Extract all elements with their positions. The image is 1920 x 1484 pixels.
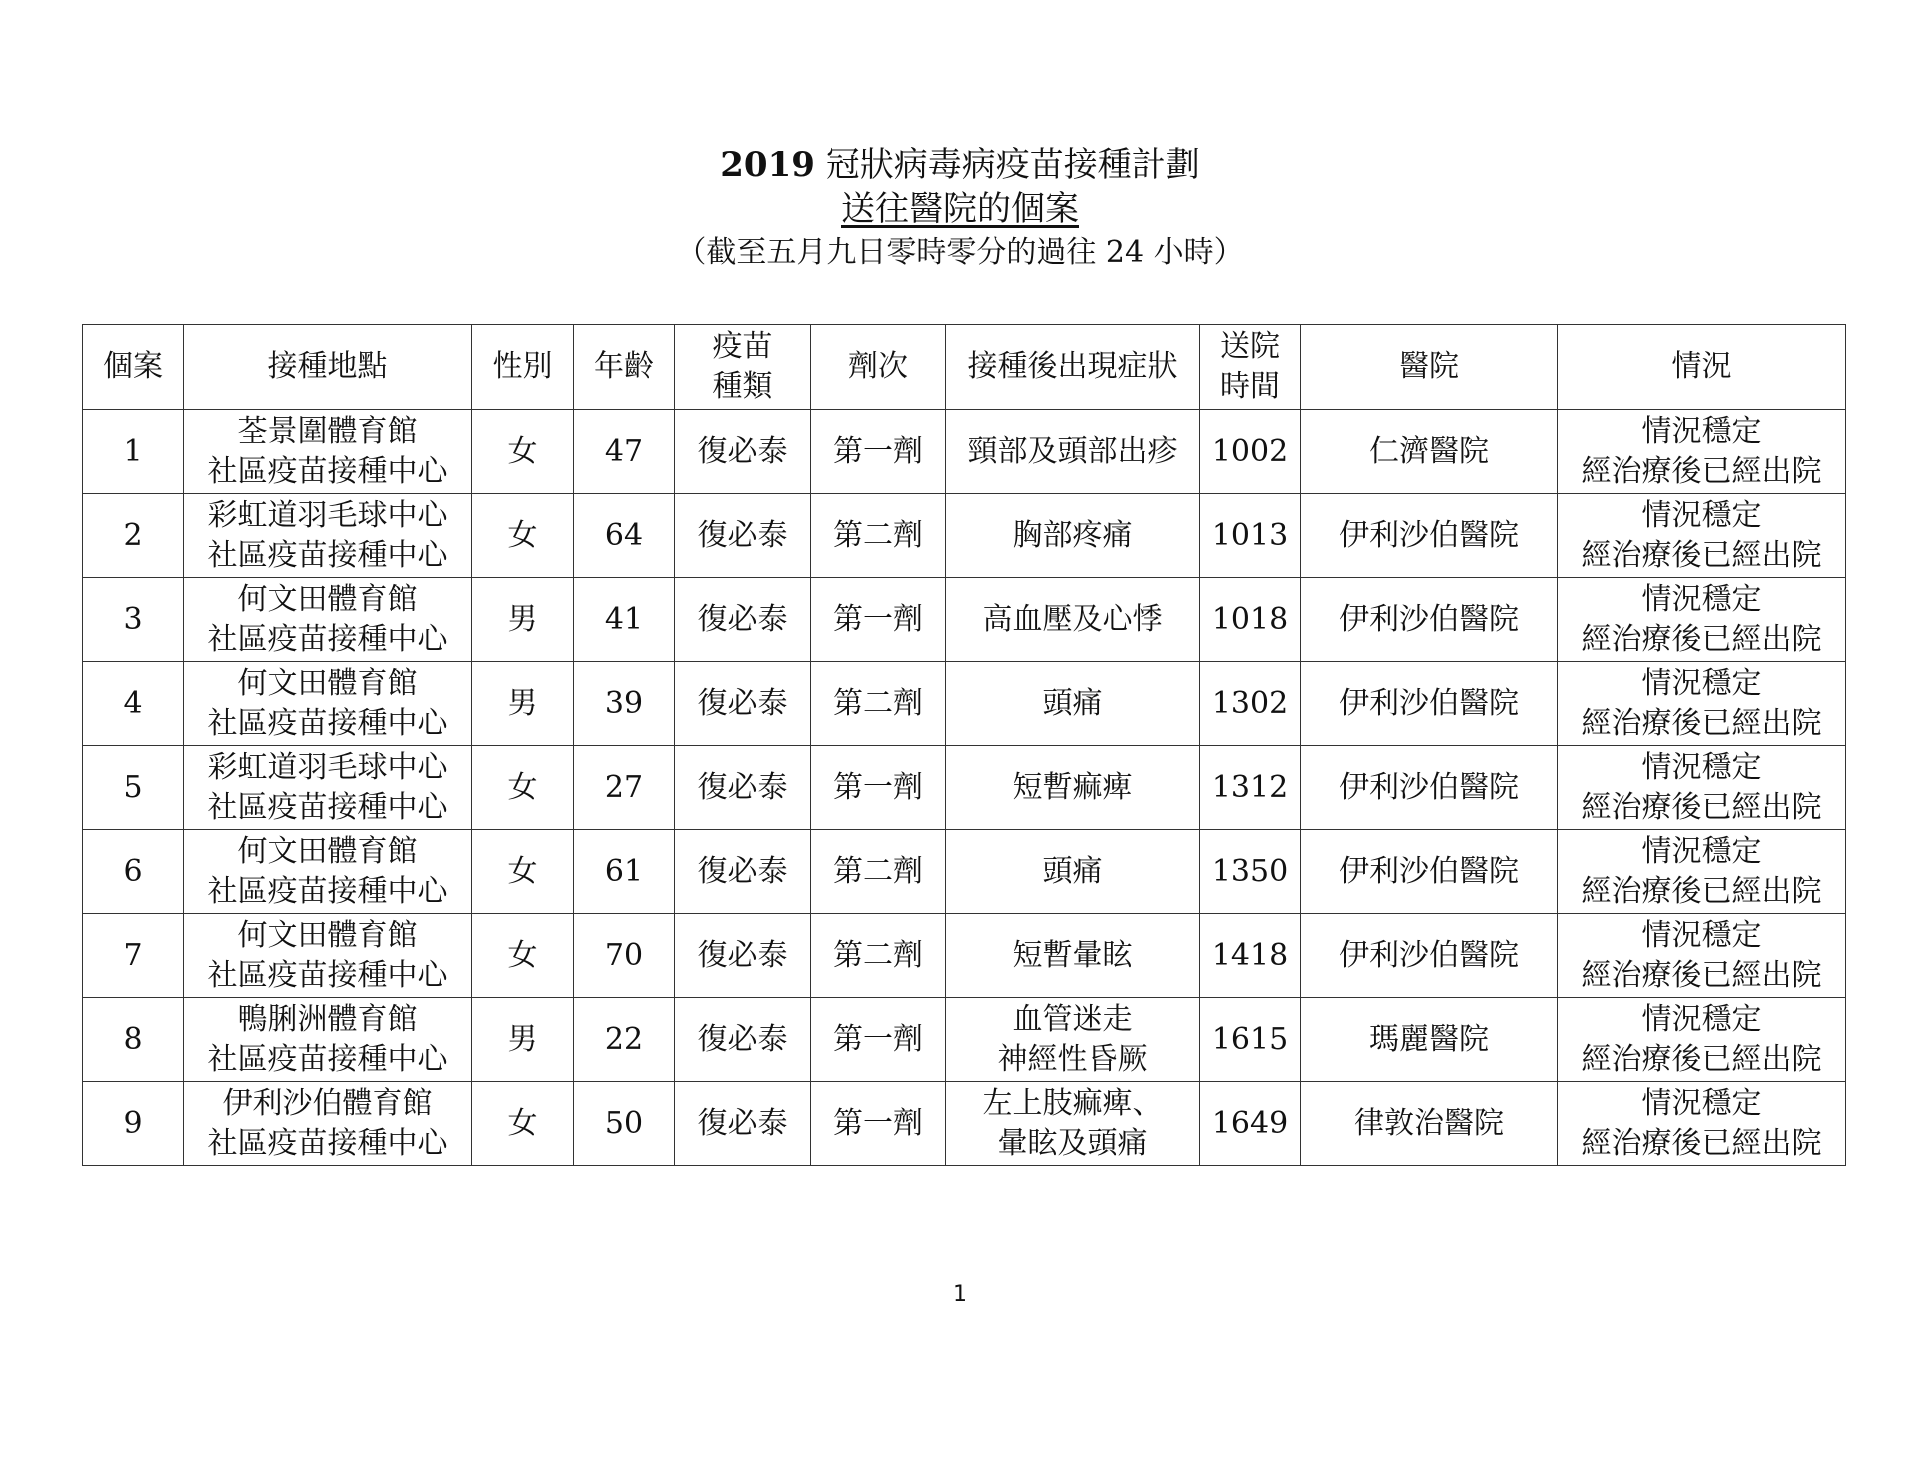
cell-location-line1: 何文田體育館 [237, 833, 418, 869]
cell-location-line2: 社區疫苗接種中心 [207, 1041, 448, 1077]
header-case: 個案 [83, 325, 184, 410]
cell-vaccine: 復必泰 [675, 410, 811, 494]
cell-time: 1350 [1200, 830, 1301, 914]
cell-sex: 女 [472, 494, 574, 578]
cell-age: 64 [574, 494, 675, 578]
header-location: 接種地點 [184, 325, 472, 410]
header-age: 年齡 [574, 325, 675, 410]
page-title [0, 143, 1920, 187]
cell-time: 1418 [1200, 914, 1301, 998]
cell-vaccine: 復必泰 [675, 662, 811, 746]
cell-status [1558, 494, 1846, 578]
cell-location [184, 662, 472, 746]
cell-case: 5 [83, 746, 184, 830]
cell-status-line2: 經治療後已經出院 [1581, 537, 1822, 573]
cell-location-line1: 彩虹道羽毛球中心 [207, 497, 448, 533]
cell-location-line2: 社區疫苗接種中心 [207, 1125, 448, 1161]
cell-age: 22 [574, 998, 675, 1082]
cell-location [184, 410, 472, 494]
cell-symptoms [946, 1082, 1200, 1166]
cell-symptoms-line1: 頭痛 [1042, 685, 1103, 721]
cell-status-line2: 經治療後已經出院 [1581, 1041, 1822, 1077]
table-row [83, 410, 1846, 494]
cell-age: 50 [574, 1082, 675, 1166]
cell-dose: 第一劑 [811, 578, 946, 662]
cell-location-line2: 社區疫苗接種中心 [207, 705, 448, 741]
cell-time: 1002 [1200, 410, 1301, 494]
cell-symptoms [946, 914, 1200, 998]
cell-vaccine: 復必泰 [675, 494, 811, 578]
header-time-line2: 時間 [1220, 369, 1280, 404]
cell-location-line2: 社區疫苗接種中心 [207, 453, 448, 489]
cell-location [184, 746, 472, 830]
cell-symptoms-line1: 頭痛 [1042, 853, 1103, 889]
cell-sex: 女 [472, 914, 574, 998]
table-row [83, 746, 1846, 830]
cell-location-line1: 鴨脷洲體育館 [237, 1001, 418, 1037]
cell-status-line1: 情況穩定 [1641, 1001, 1762, 1037]
cell-status [1558, 830, 1846, 914]
cell-vaccine: 復必泰 [675, 578, 811, 662]
cell-status [1558, 578, 1846, 662]
table-row [83, 662, 1846, 746]
cell-hospital: 伊利沙伯醫院 [1301, 830, 1558, 914]
cell-status-line1: 情況穩定 [1641, 581, 1762, 617]
cell-dose: 第一劑 [811, 410, 946, 494]
cell-age: 47 [574, 410, 675, 494]
cell-symptoms [946, 830, 1200, 914]
cell-age: 41 [574, 578, 675, 662]
cell-sex: 男 [472, 578, 574, 662]
cell-status [1558, 998, 1846, 1082]
cell-hospital: 伊利沙伯醫院 [1301, 914, 1558, 998]
cell-status-line2: 經治療後已經出院 [1581, 873, 1822, 909]
cell-hospital: 律敦治醫院 [1301, 1082, 1558, 1166]
cell-hospital: 伊利沙伯醫院 [1301, 578, 1558, 662]
cell-dose: 第二劑 [811, 914, 946, 998]
cell-status-line2: 經治療後已經出院 [1581, 1125, 1822, 1161]
header-time [1200, 325, 1301, 410]
cell-time: 1018 [1200, 578, 1301, 662]
title-block [0, 143, 1920, 275]
cell-status [1558, 1082, 1846, 1166]
cell-case: 7 [83, 914, 184, 998]
cell-vaccine: 復必泰 [675, 914, 811, 998]
cell-status-line2: 經治療後已經出院 [1581, 621, 1822, 657]
cell-dose: 第一劑 [811, 998, 946, 1082]
cell-time: 1649 [1200, 1082, 1301, 1166]
cell-location [184, 1082, 472, 1166]
cell-dose: 第一劑 [811, 1082, 946, 1166]
cell-case: 1 [83, 410, 184, 494]
cell-status-line1: 情況穩定 [1641, 413, 1762, 449]
header-symptoms: 接種後出現症狀 [946, 325, 1200, 410]
cell-dose: 第二劑 [811, 830, 946, 914]
cell-vaccine: 復必泰 [675, 998, 811, 1082]
cell-status-line1: 情況穩定 [1641, 1085, 1762, 1121]
table-row [83, 998, 1846, 1082]
header-time-line1: 送院 [1220, 329, 1280, 364]
cell-symptoms-line2: 神經性昏厥 [997, 1041, 1148, 1077]
cell-status-line1: 情況穩定 [1641, 665, 1762, 701]
date-note: （截至五月九日零時零分的過往 24 小時） [676, 235, 1244, 270]
cell-symptoms-line1: 高血壓及心悸 [982, 601, 1163, 637]
cell-vaccine: 復必泰 [675, 1082, 811, 1166]
cell-status [1558, 662, 1846, 746]
cell-time: 1312 [1200, 746, 1301, 830]
cell-location-line1: 何文田體育館 [237, 581, 418, 617]
page-number: 1 [953, 1282, 967, 1307]
table-row [83, 830, 1846, 914]
cell-age: 27 [574, 746, 675, 830]
cell-age: 39 [574, 662, 675, 746]
header-vaccine-line1: 疫苗 [712, 329, 773, 364]
header-vaccine-line2: 種類 [712, 369, 773, 404]
table-row [83, 914, 1846, 998]
cell-case: 2 [83, 494, 184, 578]
cell-symptoms [946, 662, 1200, 746]
cell-symptoms-line1: 頸部及頭部出疹 [967, 433, 1178, 469]
cell-symptoms [946, 998, 1200, 1082]
cell-symptoms-line1: 血管迷走 [1012, 1001, 1133, 1037]
cell-location [184, 578, 472, 662]
cell-status-line2: 經治療後已經出院 [1581, 957, 1822, 993]
cell-age: 70 [574, 914, 675, 998]
header-status: 情況 [1558, 325, 1846, 410]
cases-table [82, 324, 1846, 1166]
cell-case: 3 [83, 578, 184, 662]
cell-time: 1013 [1200, 494, 1301, 578]
cell-location-line2: 社區疫苗接種中心 [207, 873, 448, 909]
table-body [83, 410, 1846, 1166]
cell-location [184, 830, 472, 914]
table-row [83, 494, 1846, 578]
title-year: 2019 [720, 145, 815, 185]
cell-location [184, 998, 472, 1082]
cell-case: 6 [83, 830, 184, 914]
cell-sex: 女 [472, 1082, 574, 1166]
header-dose: 劑次 [811, 325, 946, 410]
header-hospital: 醫院 [1301, 325, 1558, 410]
cell-symptoms-line2: 暈眩及頭痛 [997, 1125, 1148, 1161]
cell-sex: 男 [472, 662, 574, 746]
cell-location-line2: 社區疫苗接種中心 [207, 789, 448, 825]
cell-location-line2: 社區疫苗接種中心 [207, 957, 448, 993]
cell-status-line1: 情況穩定 [1641, 497, 1762, 533]
cell-time: 1302 [1200, 662, 1301, 746]
cell-status-line1: 情況穩定 [1641, 833, 1762, 869]
cell-location-line1: 彩虹道羽毛球中心 [207, 749, 448, 785]
cell-status-line2: 經治療後已經出院 [1581, 453, 1822, 489]
cell-hospital: 瑪麗醫院 [1301, 998, 1558, 1082]
cell-dose: 第一劑 [811, 746, 946, 830]
cell-hospital: 仁濟醫院 [1301, 410, 1558, 494]
table-row [83, 578, 1846, 662]
cell-vaccine: 復必泰 [675, 746, 811, 830]
cell-status-line2: 經治療後已經出院 [1581, 705, 1822, 741]
title-text: 冠狀病毒病疫苗接種計劃 [814, 145, 1200, 185]
cell-sex: 男 [472, 998, 574, 1082]
cell-symptoms-line1: 短暫痲痺 [1012, 769, 1133, 805]
cell-case: 8 [83, 998, 184, 1082]
cell-location [184, 914, 472, 998]
cell-hospital: 伊利沙伯醫院 [1301, 746, 1558, 830]
cell-hospital: 伊利沙伯醫院 [1301, 662, 1558, 746]
cell-time: 1615 [1200, 998, 1301, 1082]
cell-location-line1: 何文田體育館 [237, 917, 418, 953]
header-vaccine [675, 325, 811, 410]
cell-hospital: 伊利沙伯醫院 [1301, 494, 1558, 578]
table-row [83, 1082, 1846, 1166]
cell-status-line1: 情況穩定 [1641, 749, 1762, 785]
page-subtitle: 送往醫院的個案 [841, 189, 1079, 229]
cell-symptoms [946, 578, 1200, 662]
cell-status [1558, 746, 1846, 830]
cell-location-line2: 社區疫苗接種中心 [207, 621, 448, 657]
cell-symptoms-line1: 短暫暈眩 [1012, 937, 1133, 973]
cell-location-line1: 荃景圍體育館 [237, 413, 418, 449]
cell-location [184, 494, 472, 578]
cell-status-line1: 情況穩定 [1641, 917, 1762, 953]
cell-sex: 女 [472, 410, 574, 494]
cell-status [1558, 914, 1846, 998]
cell-symptoms [946, 494, 1200, 578]
cell-location-line1: 何文田體育館 [237, 665, 418, 701]
cell-age: 61 [574, 830, 675, 914]
header-sex: 性別 [472, 325, 574, 410]
cell-case: 9 [83, 1082, 184, 1166]
cell-case: 4 [83, 662, 184, 746]
table-header-row [83, 325, 1846, 410]
cell-dose: 第二劑 [811, 494, 946, 578]
cell-sex: 女 [472, 830, 574, 914]
cell-location-line2: 社區疫苗接種中心 [207, 537, 448, 573]
cell-sex: 女 [472, 746, 574, 830]
cell-symptoms [946, 410, 1200, 494]
cell-symptoms [946, 746, 1200, 830]
cell-status-line2: 經治療後已經出院 [1581, 789, 1822, 825]
cell-location-line1: 伊利沙伯體育館 [222, 1085, 433, 1121]
cell-status [1558, 410, 1846, 494]
cell-dose: 第二劑 [811, 662, 946, 746]
cell-vaccine: 復必泰 [675, 830, 811, 914]
cell-symptoms-line1: 左上肢痲痺、 [982, 1085, 1163, 1121]
cell-symptoms-line1: 胸部疼痛 [1012, 517, 1133, 553]
